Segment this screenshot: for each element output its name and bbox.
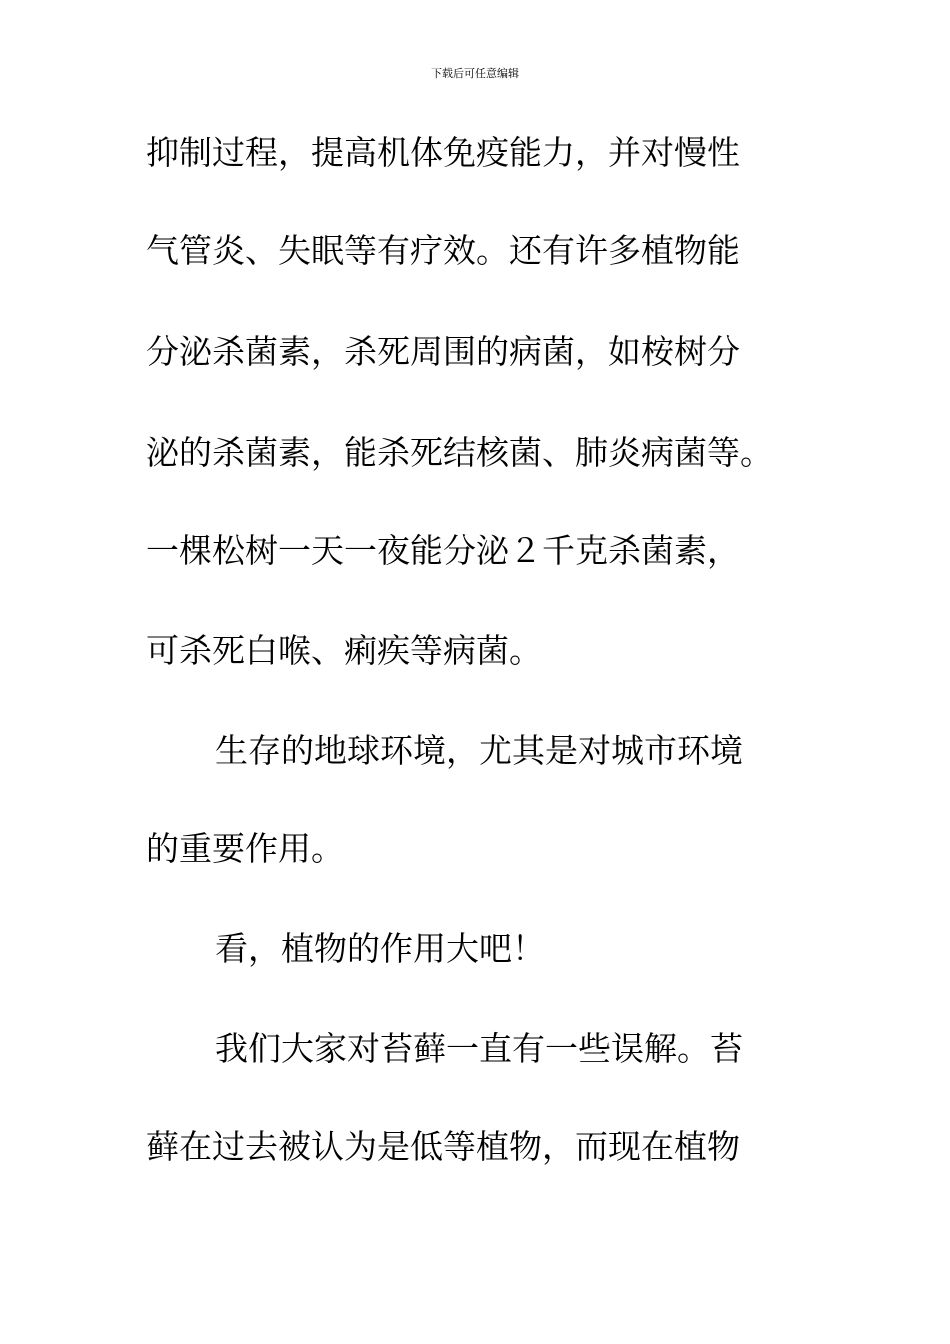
text-line: 泌的杀菌素，能杀死结核菌、肺炎病菌等。	[146, 433, 773, 472]
text-line: 一棵松树一天一夜能分泌２千克杀菌素，	[146, 531, 740, 570]
page-header: 下载后可任意编辑	[431, 67, 519, 80]
text-line: 气管炎、失眠等有疗效。还有许多植物能	[146, 231, 740, 270]
paragraph-first-line: 生存的地球环境，尤其是对城市环境	[215, 731, 743, 770]
text-line: 藓在过去被认为是低等植物，而现在植物	[146, 1127, 740, 1166]
text-line: 可杀死白喉、痢疾等病菌。	[146, 631, 542, 670]
text-line: 抑制过程，提高机体免疫能力，并对慢性	[146, 133, 740, 172]
text-line: 的重要作用。	[146, 829, 344, 868]
text-line: 分泌杀菌素，杀死周围的病菌，如桉树分	[146, 332, 740, 371]
paragraph-first-line: 看，植物的作用大吧！	[215, 929, 545, 968]
paragraph-first-line: 我们大家对苔藓一直有一些误解。苔	[215, 1029, 743, 1068]
